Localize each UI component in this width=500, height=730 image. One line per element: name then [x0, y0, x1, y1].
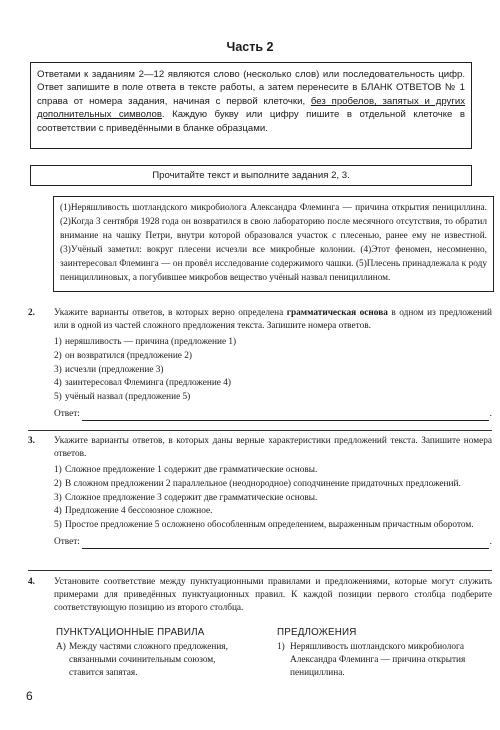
option-item [54, 478, 492, 491]
divider [28, 430, 492, 431]
option-item [54, 492, 492, 505]
answer-field[interactable] [54, 408, 492, 421]
option-text: Сложное предложение 3 содержит две грамматические основы. [65, 492, 318, 503]
option-text: В сложном предложении 2 параллельное (неоднородное) соподчинение придаточных предложений. [65, 479, 461, 489]
option-number: 1) [54, 337, 62, 348]
task-number: 2. [28, 308, 35, 318]
item-letter: А) [56, 642, 66, 652]
option-number: 5) [54, 391, 62, 402]
option-text: Предложение 4 бессоюзное сложное. [65, 506, 213, 517]
answer-label: Ответ: [54, 408, 80, 419]
option-text: Простое предложение 5 осложнено обособленным определением, выраженным причастным оборотом. [65, 519, 474, 530]
rule-item-a [56, 641, 252, 680]
divider [28, 570, 492, 571]
answer-label: Ответ: [54, 536, 80, 547]
option-text: заинтересовал Флеминга (предложение 4) [65, 378, 231, 389]
answer-field[interactable] [54, 536, 492, 549]
task-number: 4. [28, 577, 35, 587]
option-text: он возвратился (предложение 2) [65, 351, 193, 361]
answer-end: . [489, 536, 492, 547]
answer-end: . [489, 408, 492, 419]
page-number: 6 [26, 689, 33, 703]
option-number: 1) [54, 465, 62, 476]
instructions-text-1: Ответами к заданиям 2—12 являются слово (несколько слов) или последовательность цифр. Ответ запишите в поле ответа в тексте работы, а затем перенесите в БЛАНК ОТВЕТОВ № 1 справа от номера задания, начиная с первой клеточки, [37, 69, 465, 107]
task-text-part: Укажите варианты ответов, в которых верно определена [54, 308, 287, 318]
left-column-heading: ПУНКТУАЦИОННЫЕ ПРАВИЛА [56, 627, 205, 638]
option-number: 2) [54, 351, 62, 361]
option-text: неряшливость — причина (предложение 1) [65, 337, 237, 348]
part-title: Часть 2 [226, 40, 274, 54]
read-prompt: Прочитайте текст и выполните задания 2, 3. [30, 165, 472, 186]
task-text [54, 307, 492, 333]
answer-line[interactable] [82, 411, 489, 421]
source-text: (1)Неряшливость шотландского микробиолога Александра Флеминга — причина открытия пенициллина. (2)Когда 3 сентября 1928 года он возвратился в свою лабораторию после месячного отсутствия, то обратил внимание на чашку Петри, внутри которой образовался участок с плесенью, ранее ему не известной. (3)Учёный заметил: вокруг плесени исчезли все микробные колонии. (4)Этот феномен, несомненно, заинтересовал Флеминга — он провёл исследование содержимого чашки. (5)Плесень принадлежала к роду пенициллиновых, а погубившее микробов вещество учёный назвал пенициллином. [53, 196, 494, 292]
task-text-bold: грамматическая основа [286, 308, 388, 318]
option-item [54, 464, 492, 477]
option-item [54, 391, 492, 404]
item-text: Неряшливость шотландского микробиолога Александра Флеминга — причина открытия пенициллина. [290, 642, 466, 678]
task-3 [28, 435, 492, 549]
item-text: Между частями сложного предложения, связанными сочинительным союзом, ставится запятая. [69, 642, 228, 678]
option-item [54, 336, 492, 349]
option-number: 3) [54, 492, 62, 503]
option-number: 5) [54, 519, 62, 530]
task-text: Укажите варианты ответов, в которых даны верные характеристики предложений текста. Запишите номера ответов. [54, 436, 492, 460]
item-number: 1) [277, 642, 285, 652]
answer-line[interactable] [82, 539, 489, 549]
task-text-part: в одном из предложений или в одной из частей сложного предложения текста. Запишите номера ответов. [54, 308, 492, 332]
task-2 [28, 307, 492, 421]
options-list [54, 464, 492, 532]
option-number: 4) [54, 378, 62, 389]
instructions-box [30, 62, 472, 149]
instructions-text-2: . Каждую букву или цифру пишите в отдельной клеточке в соответствии с приведёнными в бланке образцами. [37, 109, 465, 134]
option-text: исчезли (предложение 3) [65, 364, 164, 375]
option-number: 3) [54, 364, 62, 375]
option-text: Сложное предложение 1 содержит две грамматические основы. [65, 465, 318, 476]
task-text: Установите соответствие между пунктуационными правилами и предложениями, которые могут служить примерами для приведённых пунктуационных правил. К каждой позиции первого столбца подберите соответствующую позицию из второго столбца. [54, 577, 492, 614]
sentence-item-1 [277, 641, 475, 680]
option-number: 2) [54, 479, 62, 489]
task-number: 3. [28, 436, 35, 446]
right-column-heading: ПРЕДЛОЖЕНИЯ [277, 627, 357, 638]
option-number: 4) [54, 506, 62, 517]
option-item [54, 350, 492, 363]
instructions-underlined: без пробелов, запятых и других дополнительных символов [37, 95, 465, 121]
option-item [54, 364, 492, 377]
option-text: учёный назвал (предложение 5) [65, 391, 191, 402]
option-item [54, 377, 492, 390]
option-item [54, 505, 492, 518]
task-4 [28, 576, 492, 616]
options-list [54, 336, 492, 404]
option-item [54, 519, 492, 532]
